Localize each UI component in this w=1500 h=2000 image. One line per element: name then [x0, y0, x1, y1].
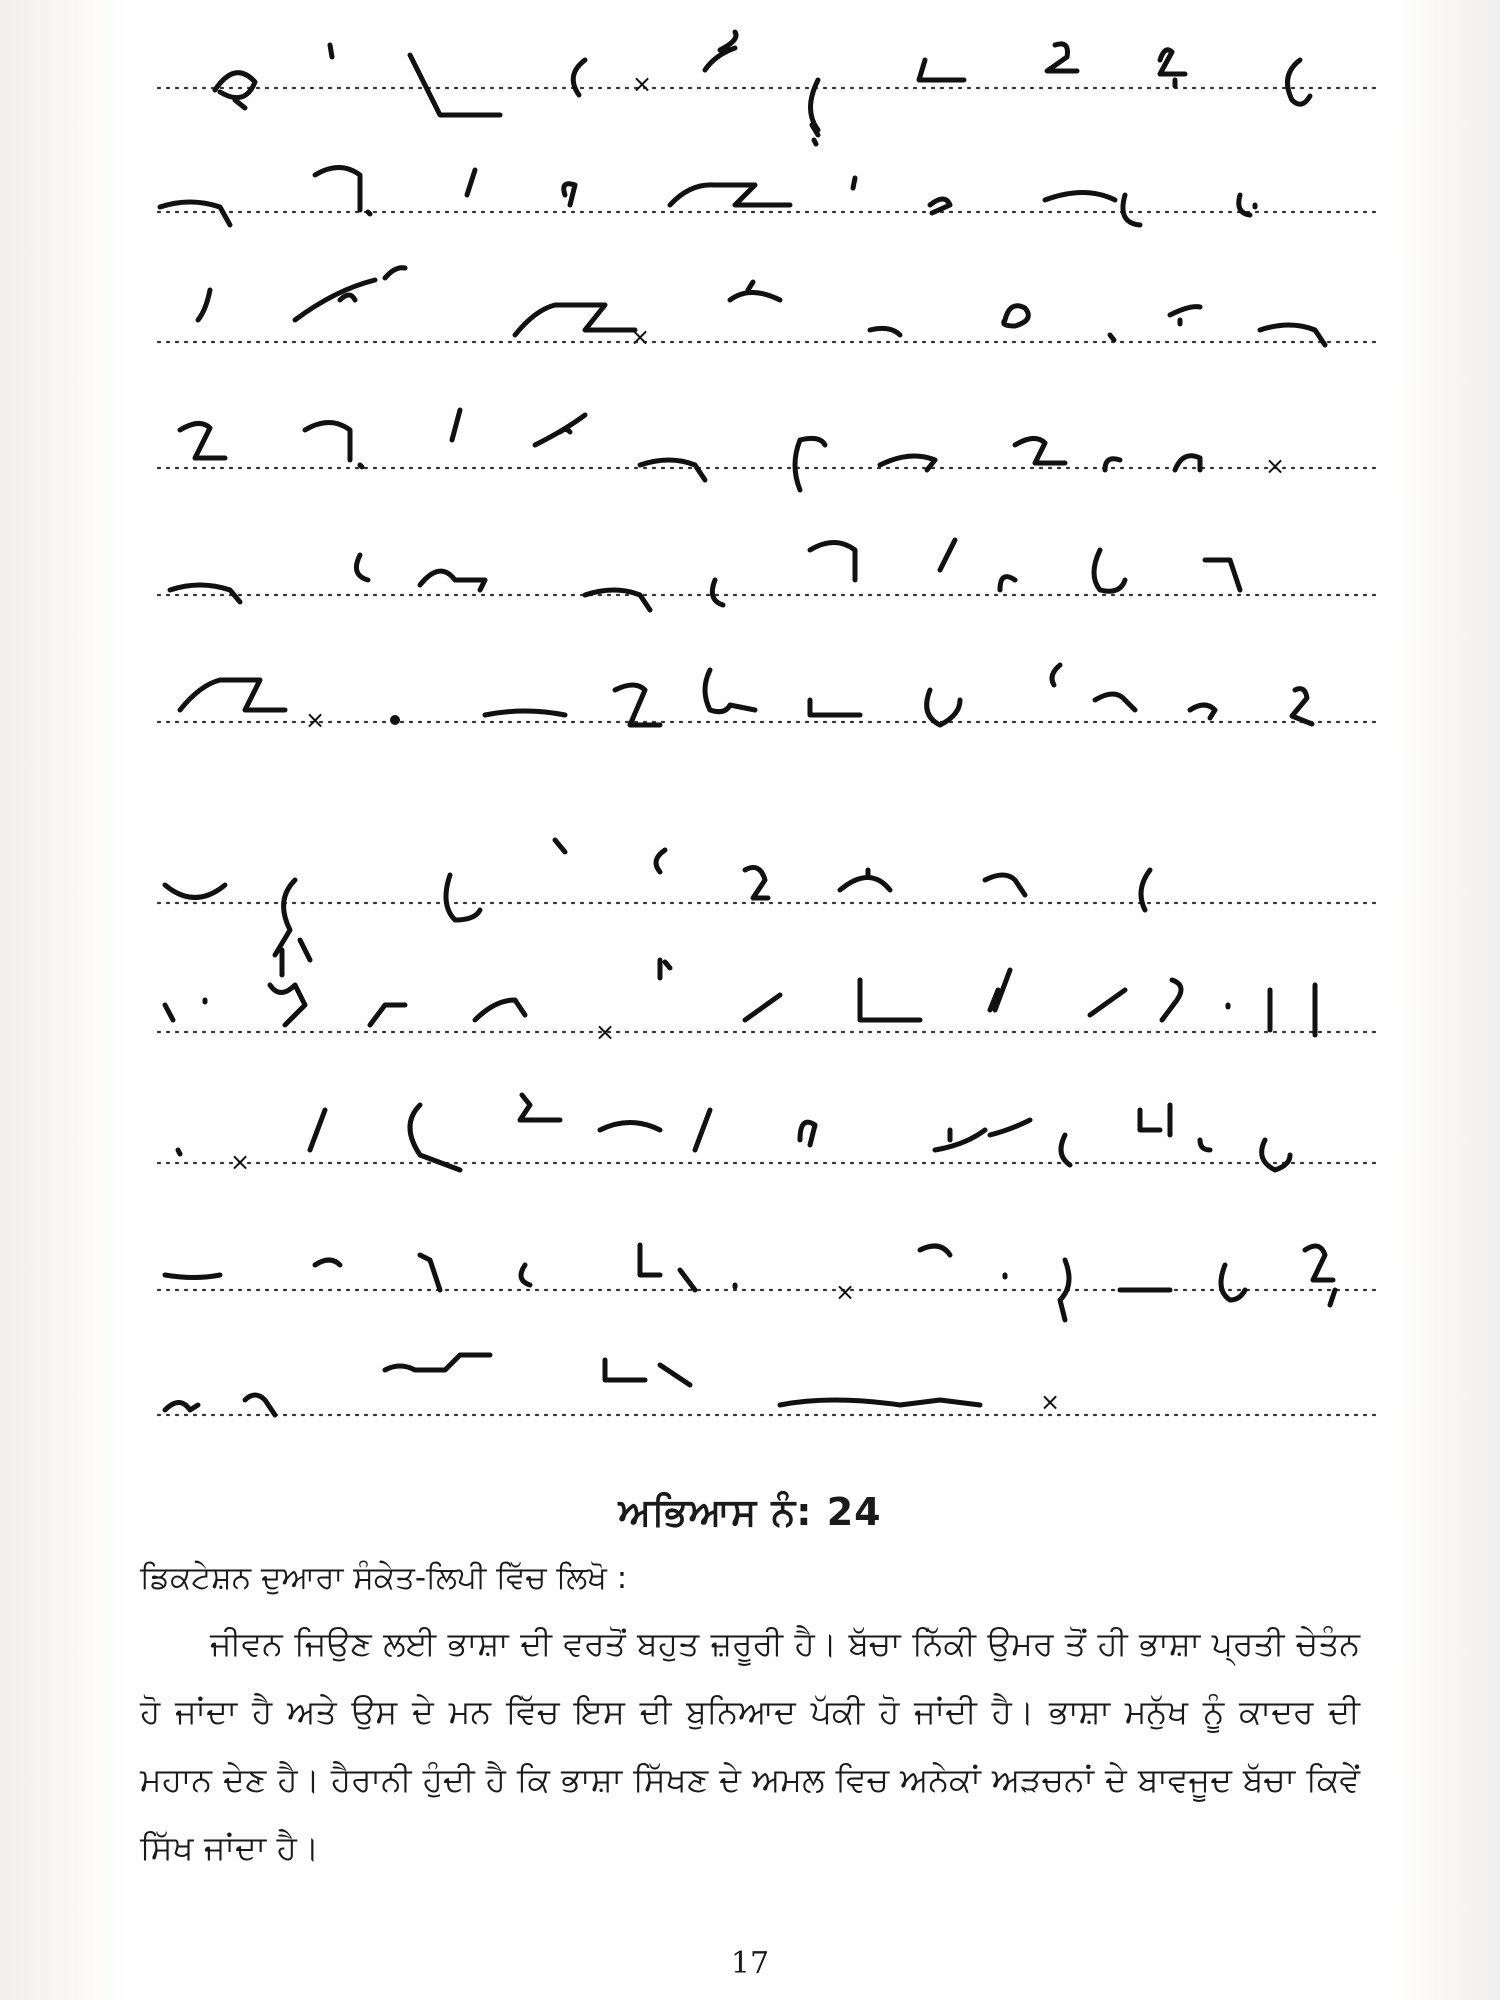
shorthand-line-5: [170, 540, 1240, 610]
outline: [385, 1355, 490, 1370]
outline: [310, 1110, 325, 1150]
outline: [535, 415, 585, 445]
outline: [315, 1260, 340, 1265]
outline: [275, 880, 310, 960]
outline: [935, 1120, 1030, 1150]
outline: [840, 870, 890, 890]
exercise-instruction: ਡਿਕਟੇਸ਼ਨ ਦੁਆਰਾ ਸੰਕੇਤ-ਲਿਪੀ ਵਿੱਚ ਲਿਖੋ :: [140, 1560, 628, 1596]
outline: [165, 885, 225, 898]
outline: [1061, 1135, 1070, 1165]
outline: [515, 305, 635, 335]
outline: [370, 1005, 405, 1025]
outline: ×: [630, 323, 651, 351]
outline: [170, 585, 240, 602]
outline: [564, 184, 575, 205]
outline: [780, 1400, 980, 1405]
outline: [810, 543, 855, 581]
outline: [555, 840, 565, 852]
outline: [919, 60, 964, 80]
outline: [745, 868, 768, 898]
outline: [1110, 335, 1114, 340]
outline: [1094, 550, 1125, 591]
outline: [1090, 990, 1125, 1015]
outline: [485, 711, 565, 715]
outline: [1000, 577, 1015, 590]
outline: [1190, 705, 1215, 718]
outline: [1239, 195, 1255, 215]
outline: [165, 1275, 220, 1278]
outline: [1045, 193, 1115, 201]
outline: [800, 1122, 815, 1145]
outline: [315, 168, 370, 215]
outline: [705, 32, 736, 70]
outline: [695, 1110, 710, 1150]
outline: [180, 423, 225, 458]
guide-lines: [158, 88, 1375, 1415]
outline: [165, 1000, 205, 1020]
outline: [178, 1150, 180, 1154]
outline: [1175, 456, 1200, 470]
shorthand-line-4: [180, 410, 1285, 490]
outline: [180, 680, 285, 710]
outline: [605, 1360, 690, 1385]
outline: [410, 55, 500, 115]
outline: [305, 423, 362, 468]
outline: ×: [230, 1148, 251, 1176]
outline: [475, 1000, 525, 1020]
outline: [1228, 990, 1270, 1030]
outline: [356, 555, 368, 580]
shorthand-line-11: [165, 1355, 1060, 1416]
shorthand-line-6: [180, 665, 1312, 734]
outline: [420, 571, 485, 590]
outline: [1123, 195, 1140, 225]
outline: [1140, 1105, 1170, 1135]
outline: ×: [1040, 1388, 1061, 1416]
shorthand-line-2: [160, 168, 1255, 226]
outline: [712, 580, 723, 605]
outline: [1015, 438, 1065, 463]
outline: ×: [835, 1278, 856, 1306]
outline: [1160, 50, 1185, 86]
outline: [1288, 60, 1311, 104]
outline: [640, 1245, 695, 1290]
outline: [165, 1403, 198, 1411]
outline: [670, 185, 790, 205]
outline: [640, 460, 705, 480]
outline: [745, 995, 780, 1020]
outline: [600, 1123, 660, 1131]
outline: [660, 960, 670, 978]
outline: [705, 670, 755, 712]
outline: [295, 268, 405, 320]
outline: [1221, 1265, 1245, 1300]
outline: [521, 1265, 530, 1285]
outline: [1004, 306, 1029, 326]
outline: [930, 199, 950, 213]
outline: ×: [632, 70, 653, 98]
outline: [920, 1246, 950, 1255]
dictation-passage: [140, 1610, 1360, 1882]
outline: [330, 45, 332, 57]
outline: [1095, 694, 1135, 710]
shorthand-line-7: [165, 840, 1150, 960]
outline: ×: [595, 1018, 616, 1046]
outline: [615, 685, 660, 725]
outline: [520, 1095, 560, 1120]
outline: [160, 202, 230, 225]
outline: [1052, 665, 1060, 685]
outline: [245, 1395, 275, 1415]
outline: [215, 73, 255, 108]
outline: ×: [1265, 452, 1286, 480]
page-number: 17: [730, 1946, 770, 1981]
outline: [985, 875, 1025, 895]
outline: [1200, 1140, 1210, 1150]
outline: [927, 690, 960, 725]
outline: [270, 950, 305, 1025]
outline: [811, 80, 819, 144]
outline: [390, 715, 400, 725]
outline: [1262, 1140, 1290, 1170]
outline: [1292, 689, 1312, 724]
outline: [730, 282, 900, 335]
outline: [1170, 307, 1200, 324]
outline: ×: [305, 706, 326, 734]
outline: [1205, 560, 1240, 590]
outline: [573, 60, 585, 95]
shorthand-line-3: [198, 268, 1325, 351]
outline: [1305, 1246, 1335, 1305]
outline: [585, 590, 650, 610]
outline: [1047, 44, 1077, 71]
outline: [1162, 980, 1181, 1020]
exercise-title: ਅਭਿਆਸ ਨੰ: 24: [618, 1490, 882, 1534]
outline: [853, 178, 855, 188]
outline: [940, 540, 955, 570]
outline: [198, 290, 210, 320]
outline: [420, 1255, 440, 1290]
shorthand-line-10: [165, 1245, 1335, 1320]
outline: [446, 875, 480, 920]
passage-text: ਜੀਵਨ ਜਿਉਣ ਲਈ ਭਾਸ਼ਾ ਦੀ ਵਰਤੋਂ ਬਹੁਤ ਜ਼ਰੂਰੀ ਹੈ। ਬੱਚਾ ਨਿੱਕੀ ਉਮਰ ਤੋਂ ਹੀ ਭਾਸ਼ਾ ਪ੍ਰਤੀ ਚੇਤੰਨ ਹੋ ਜਾਂਦਾ ਹੈ ਅਤੇ ਉਸ ਦੇ ਮਨ ਵਿੱਚ ਇਸ ਦੀ ਬੁਨਿਆਦ ਪੱਕੀ ਹੋ ਜਾਂਦੀ ਹੈ। ਭਾਸ਼ਾ ਮਨੁੱਖ ਨੂੰ ਕਾਦਰ ਦੀ ਮਹਾਨ ਦੇਣ ਹੈ। ਹੈਰਾਨੀ ਹੁੰਦੀ ਹੈ ਕਿ ਭਾਸ਼ਾ ਸਿੱਖਣ ਦੇ ਅਮਲ ਵਿਚ ਅਨੇਕਾਂ ਅੜਚਨਾਂ ਦੇ ਬਾਵਜੂਦ ਬੱਚਾ ਕਿਵੇਂ ਸਿੱਖ ਜਾਂਦਾ ਹੈ।: [140, 1624, 1360, 1867]
outline: [990, 970, 1010, 1010]
outline: [452, 410, 460, 440]
outline: [656, 850, 665, 872]
outline: [410, 1105, 460, 1170]
outline: [810, 700, 860, 715]
outline: [795, 438, 825, 490]
outline: [467, 170, 475, 195]
outline: [860, 980, 920, 1020]
